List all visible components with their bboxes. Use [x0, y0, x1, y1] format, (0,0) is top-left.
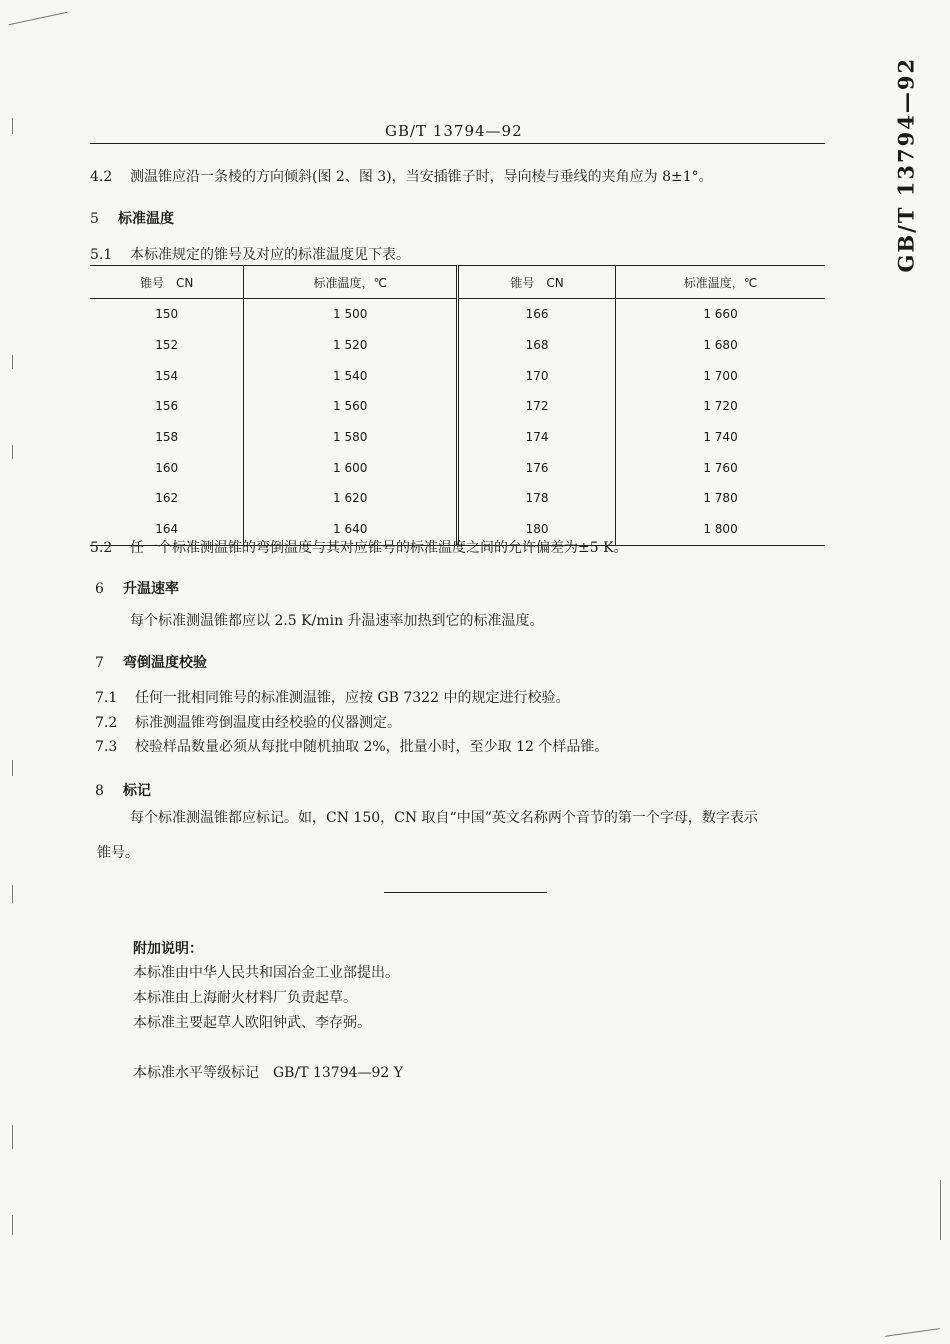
col-header-cone-no-2: 锥号 CN [457, 266, 615, 299]
section-7-heading [95, 652, 207, 672]
cone-no-cell: 156 [155, 399, 179, 414]
table-row [90, 391, 825, 422]
table-row [90, 330, 825, 361]
std-temp-cell: 1 520 [244, 330, 458, 361]
clause-text: 测温锥应沿一条棱的方向倾斜(图 2、图 3)，当安插锥子时，导向棱与垂线的夹角应为 8±1°。 [130, 169, 713, 185]
cone-no-cell: 166 [457, 299, 615, 330]
std-temp-cell: 1 580 [244, 422, 458, 453]
scan-mark [940, 1180, 941, 1240]
std-temp-cell: 1 660 [616, 299, 825, 330]
clause-number: 7.1 [95, 690, 118, 706]
std-temp-cell: 1 700 [616, 360, 825, 391]
cone-no-cell: 162 [155, 491, 179, 506]
std-temp-cell: 1 600 [244, 452, 458, 483]
clause-number: 7.3 [95, 739, 118, 755]
section-8-heading [95, 780, 151, 800]
end-of-text-rule [384, 892, 547, 893]
scan-mark [12, 1125, 13, 1149]
scan-mark [12, 885, 13, 903]
cone-no-cell: 174 [457, 422, 615, 453]
col-header-std-temp: 标准温度，℃ [244, 266, 458, 299]
clause-text: 校验样品数量必须从每批中随机抽取 2%，批量小时，至少取 12 个样品锥。 [135, 739, 609, 755]
section-5-heading [90, 208, 174, 228]
std-temp-cell: 1 500 [244, 299, 458, 330]
notes-line: 本标准由上海耐火材料厂负责起草。 [133, 990, 357, 1006]
table-row [90, 422, 825, 453]
cone-no-cell: 172 [457, 391, 615, 422]
scan-mark [12, 1215, 13, 1235]
clause-number: 4.2 [90, 169, 113, 185]
scan-mark [12, 118, 13, 134]
std-temp-cell: 1 560 [244, 391, 458, 422]
scan-mark [12, 445, 13, 459]
clause-text: 本标准规定的锥号及对应的标准温度见下表。 [130, 247, 410, 263]
section-title: 升温速率 [123, 581, 179, 597]
table-row [90, 483, 825, 514]
std-temp-cell: 1 760 [616, 452, 825, 483]
standard-temperature-table [90, 265, 825, 546]
table-row [90, 299, 825, 330]
header-rule [90, 143, 825, 144]
std-temp-cell: 1 740 [616, 422, 825, 453]
page-header-code: GB/T 13794—92 [385, 122, 523, 140]
cone-no-cell: 170 [457, 360, 615, 391]
section-6-paragraph: 每个标准测温锥都应以 2.5 K/min 升温速率加热到它的标准温度。 [130, 613, 544, 629]
cone-no-cell: 154 [155, 368, 179, 383]
std-temp-cell: 1 800 [616, 514, 825, 545]
section-number: 7 [95, 655, 104, 671]
clause-number: 7.2 [95, 715, 118, 731]
table-row [90, 452, 825, 483]
cone-no-cell: 158 [155, 430, 179, 445]
col-header-cone-no: 锥号 CN [90, 266, 244, 299]
section-title: 标记 [123, 783, 151, 799]
std-temp-cell: 1 620 [244, 483, 458, 514]
clause-number: 5.2 [90, 540, 113, 556]
section-8-paragraph-line2: 锥号。 [97, 845, 139, 861]
cone-no-cell: 164 [155, 522, 179, 537]
clause-5-2 [90, 538, 628, 558]
cone-no-cell: 180 [457, 514, 615, 545]
scan-mark [885, 1328, 940, 1337]
scan-mark [12, 355, 13, 369]
cone-no-cell: 168 [457, 330, 615, 361]
clause-5-1 [90, 245, 410, 265]
std-temp-cell: 1 540 [244, 360, 458, 391]
cone-no-cell: 178 [457, 483, 615, 514]
cone-no-cell: 152 [155, 338, 179, 353]
clause-7-1 [95, 688, 569, 708]
section-title: 弯倒温度校验 [123, 655, 207, 671]
clause-text: 标准测温锥弯倒温度由经校验的仪器测定。 [135, 715, 401, 731]
std-temp-cell: 1 680 [616, 330, 825, 361]
cone-no-cell: 176 [457, 452, 615, 483]
side-standard-code: GB/T 13794—92 [893, 56, 919, 273]
clause-text: 任何一批相同锥号的标准测温锥，应按 GB 7322 中的规定进行校验。 [135, 690, 570, 706]
notes-line: 本标准主要起草人欧阳钟武、李存弼。 [133, 1015, 371, 1031]
table-header-row [90, 266, 825, 299]
col-header-std-temp-2: 标准温度，℃ [616, 266, 825, 299]
section-number: 5 [90, 211, 99, 227]
clause-7-3 [95, 737, 608, 757]
std-temp-cell: 1 640 [244, 514, 458, 545]
section-6-heading [95, 578, 179, 598]
cone-no-cell: 150 [155, 307, 179, 322]
clause-text: 任一个标准测温锥的弯倒温度与其对应锥号的标准温度之间的允许偏差为±5 K。 [130, 540, 628, 556]
section-8-paragraph-line1: 每个标准测温锥都应标记。如，CN 150，CN 取自“中国”英文名称两个音节的第一个字母，数字表示 [130, 810, 758, 826]
cone-no-cell: 160 [155, 460, 179, 475]
std-temp-cell: 1 720 [616, 391, 825, 422]
section-number: 6 [95, 581, 104, 597]
table-row [90, 360, 825, 391]
notes-line: 本标准由中华人民共和国冶金工业部提出。 [133, 965, 399, 981]
scan-mark [12, 760, 13, 776]
clause-7-2 [95, 713, 401, 733]
clause-number: 5.1 [90, 247, 113, 263]
section-title: 标准温度 [118, 211, 174, 227]
section-number: 8 [95, 783, 104, 799]
std-temp-cell: 1 780 [616, 483, 825, 514]
notes-heading: 附加说明： [133, 941, 203, 957]
clause-4-2 [90, 167, 713, 187]
scan-mark [9, 12, 68, 25]
level-mark: 本标准水平等级标记 GB/T 13794—92 Y [133, 1065, 404, 1081]
